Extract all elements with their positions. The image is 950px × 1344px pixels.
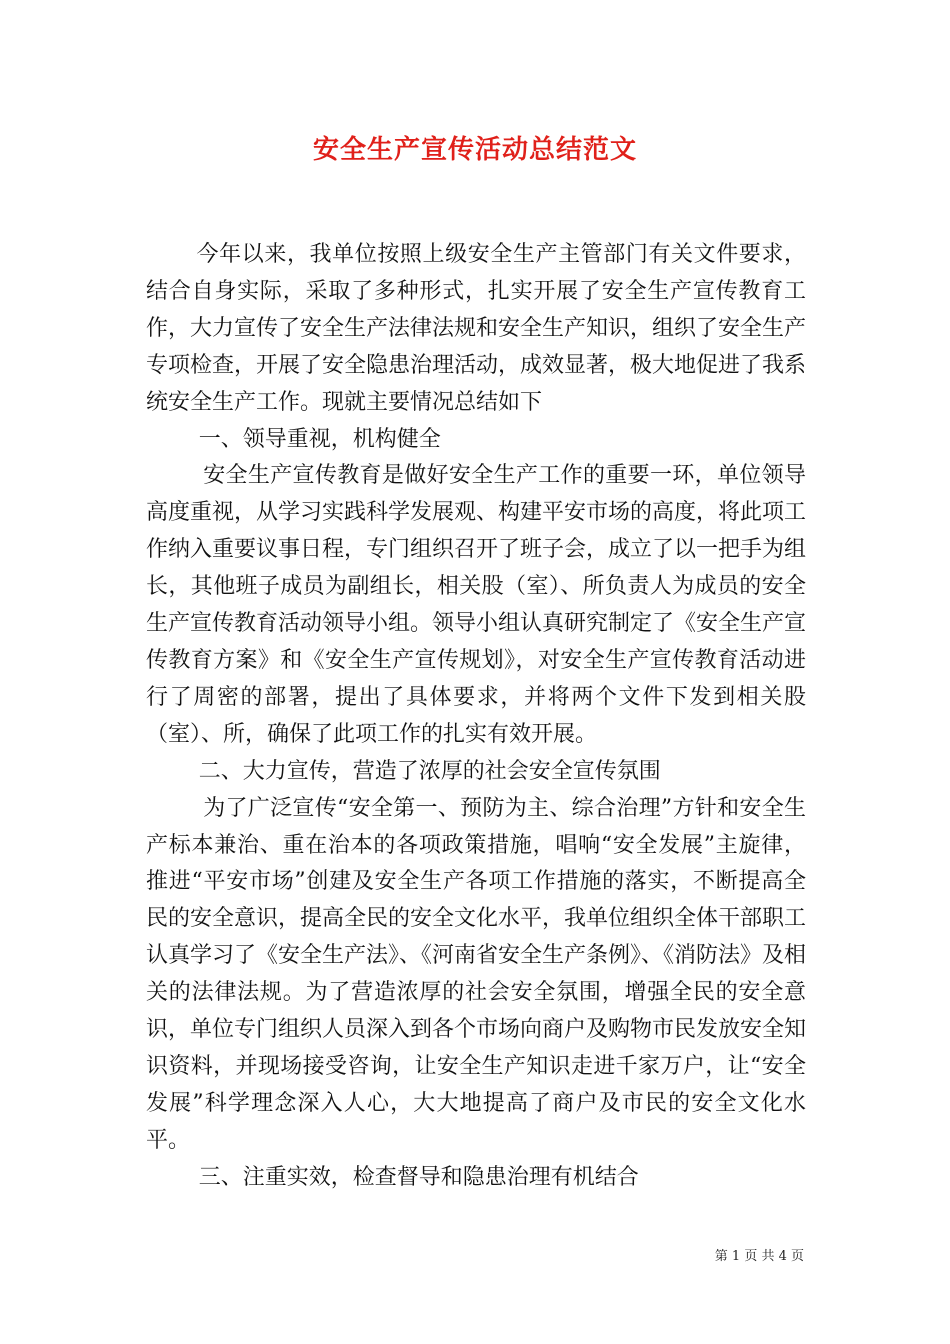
- section-2-paragraph: 为了广泛宣传“安全第一、预防为主、综合治理”方针和安全生产标本兼治、重在治本的各项政策措施，唱响“安全发展”主旋律，推进“平安市场”创建及安全生产各项工作措施的落实，不断提高全民的安全意识，提高全民的安全文化水平，我单位组织全体干部职工认真学习了《安全生产法》、《河南省安全生产条例》、《消防法》及相关的法律法规。为了营造浓厚的社会安全氛围，增强全民的安全意识，单位专门组织人员深入到各个市场向商户及购物市民发放安全知识资料，并现场接受咨询，让安全生产知识走进千家万户，让“安全发展”科学理念深入人心，大大地提高了商户及市民的安全文化水平。: [146, 795, 807, 1153]
- document-body: [146, 237, 806, 1197]
- document-title: 安全生产宣传活动总结范文: [312, 135, 637, 165]
- section-heading-3: 三、注重实效，检查督导和隐患治理有机结合: [198, 1164, 639, 1190]
- section-heading-1: 一、领导重视，机构健全: [198, 426, 441, 452]
- section-heading-2: 二、大力宣传，营造了浓厚的社会安全宣传氛围: [198, 758, 661, 784]
- intro-paragraph: 今年以来，我单位按照上级安全生产主管部门有关文件要求，结合自身实际，采取了多种形式，扎实开展了安全生产宣传教育工作，大力宣传了安全生产法律法规和安全生产知识，组织了安全生产专项检查，开展了安全隐患治理活动，成效显著，极大地促进了我系统安全生产工作。现就主要情况总结如下: [146, 242, 807, 415]
- page-number-footer: 第 1 页 共 4 页: [714, 1249, 804, 1264]
- section-1-paragraph: 安全生产宣传教育是做好安全生产工作的重要一环，单位领导高度重视，从学习实践科学发展观、构建平安市场的高度，将此项工作纳入重要议事日程，专门组织召开了班子会，成立了以一把手为组长，其他班子成员为副组长，相关股（室）、所负责人为成员的安全生产宣传教育活动领导小组。领导小组认真研究制定了《安全生产宣传教育方案》和《安全生产宣传规划》，对安全生产宣传教育活动进行了周密的部署，提出了具体要求，并将两个文件下发到相关股（室）、所，确保了此项工作的扎实有效开展。: [146, 463, 807, 747]
